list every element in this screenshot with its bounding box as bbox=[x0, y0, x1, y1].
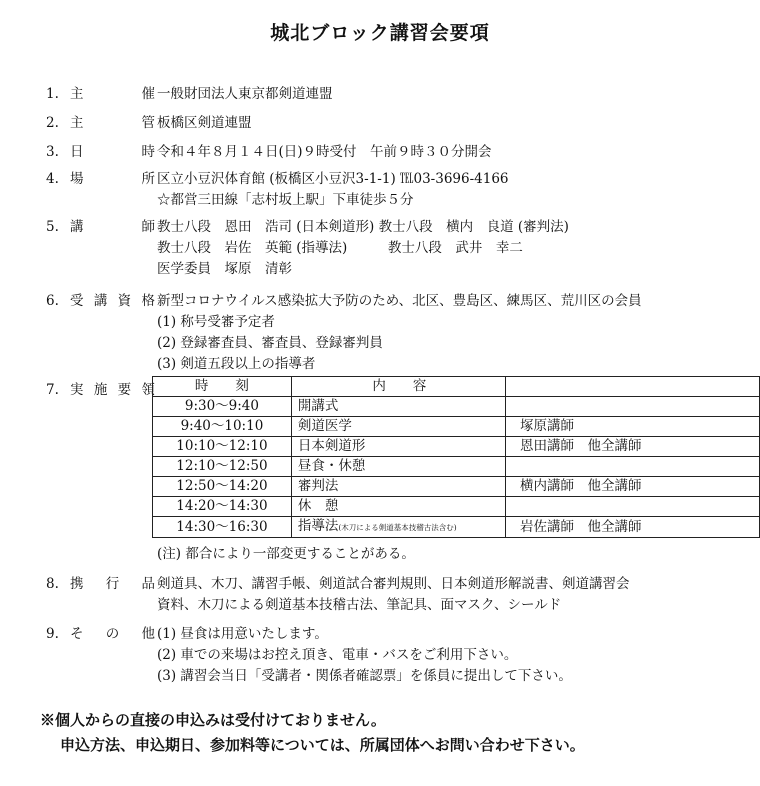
schedule-instructor bbox=[505, 457, 759, 477]
content-line: (2) 車での来場はお控え頂き、電車・バスをご利用下さい。 bbox=[157, 647, 518, 663]
content-line: 医学委員 塚原 清彰 bbox=[157, 261, 292, 277]
content-line: 教士八段 岩佐 英範 (指導法) 教士八段 武井 幸二 bbox=[157, 240, 523, 256]
content-line: 教士八段 恩田 浩司 (日本剣道形) 教士八段 横内 良道 (審判法) bbox=[157, 219, 569, 235]
section-label-char: 携 bbox=[70, 576, 84, 592]
section-label bbox=[70, 217, 155, 237]
schedule-row bbox=[153, 457, 760, 477]
content-line: (3) 剣道五段以上の指導者 bbox=[157, 356, 316, 372]
schedule-table bbox=[152, 376, 760, 538]
section-label-char: 資 bbox=[117, 293, 132, 309]
schedule-content-cell bbox=[291, 417, 505, 437]
schedule-instructor: 塚原講師 bbox=[505, 417, 759, 437]
section-label-char: 施 bbox=[93, 382, 108, 398]
schedule-instructor: 恩田講師 他全講師 bbox=[505, 437, 759, 457]
notice-line-1: ※個人からの直接の申込みは受付けておりません。 bbox=[40, 711, 386, 729]
section-content bbox=[157, 217, 569, 280]
section-label-char: 品 bbox=[141, 576, 155, 592]
notice-line-2: 申込方法、申込期日、参加料等については、所属団体へお問い合わせ下さい。 bbox=[60, 736, 585, 754]
section-label-char: の bbox=[105, 626, 120, 642]
section-label bbox=[70, 169, 155, 189]
section-label bbox=[70, 142, 155, 162]
schedule-header-cell bbox=[505, 377, 759, 397]
section-number: 9. bbox=[46, 626, 59, 642]
schedule-row bbox=[153, 397, 760, 417]
section-label bbox=[70, 380, 155, 400]
section-label-char: 管 bbox=[141, 115, 155, 131]
schedule-time: 9:40～10:10 bbox=[153, 417, 292, 437]
section-content bbox=[157, 624, 572, 687]
content-line: 新型コロナウイルス感染拡大予防のため、北区、豊島区、練馬区、荒川区の会員 bbox=[157, 293, 642, 309]
section-label bbox=[70, 624, 155, 644]
section-content bbox=[157, 169, 509, 211]
section-label-char: そ bbox=[70, 626, 84, 642]
section-label-char: 格 bbox=[141, 293, 155, 309]
schedule-row bbox=[153, 497, 760, 517]
schedule-header-cell: 時 刻 bbox=[153, 377, 292, 397]
section-label bbox=[70, 291, 155, 311]
schedule-content-cell bbox=[291, 517, 505, 538]
schedule-time: 14:20～14:30 bbox=[153, 497, 292, 517]
schedule-content-cell bbox=[291, 437, 505, 457]
content-line: 資料、木刀による剣道基本技稽古法、筆記具、面マスク、シールド bbox=[157, 597, 562, 613]
schedule-time: 14:30～16:30 bbox=[153, 517, 292, 538]
section-content bbox=[157, 142, 492, 163]
section-content bbox=[157, 113, 252, 134]
content-line: 令和４年８月１４日(日)９時受付 午前９時３０分開会 bbox=[157, 144, 492, 160]
schedule-header-row bbox=[153, 377, 760, 397]
section-label-char: 主 bbox=[70, 86, 84, 102]
section-label-char: 催 bbox=[141, 86, 155, 102]
section-number: 1. bbox=[46, 86, 59, 102]
schedule-content-cell bbox=[291, 477, 505, 497]
content-line: ☆都営三田線「志村坂上駅」下車徒歩５分 bbox=[157, 192, 414, 208]
schedule-content: 開講式 bbox=[297, 398, 339, 414]
schedule-time: 12:10～12:50 bbox=[153, 457, 292, 477]
section-label-char: 実 bbox=[70, 382, 84, 398]
schedule-content-note: (木刀による剣道基本技稽古法含む) bbox=[338, 523, 457, 532]
section-label-char: 場 bbox=[70, 171, 84, 187]
section-label-char: 時 bbox=[141, 144, 155, 160]
schedule-row bbox=[153, 517, 760, 538]
schedule-content-cell bbox=[291, 497, 505, 517]
section-label-char: 所 bbox=[141, 171, 155, 187]
section-number: 5. bbox=[46, 219, 59, 235]
schedule-content: 指導法 bbox=[297, 518, 339, 534]
content-line: 区立小豆沢体育館 (板橋区小豆沢3-1-1) ℡03-3696-4166 bbox=[157, 171, 509, 187]
section-label-char: 要 bbox=[117, 382, 132, 398]
section-number: 2. bbox=[46, 115, 59, 131]
schedule-time: 12:50～14:20 bbox=[153, 477, 292, 497]
content-line: 一般財団法人東京都剣道連盟 bbox=[157, 86, 333, 102]
content-line: (1) 称号受審予定者 bbox=[157, 314, 275, 330]
section-label bbox=[70, 574, 155, 594]
schedule-header-cell: 内 容 bbox=[291, 377, 505, 397]
schedule-content: 休 憩 bbox=[297, 498, 339, 514]
section-label-char: 行 bbox=[105, 576, 120, 592]
content-line: (3) 講習会当日「受講者・関係者確認票」を係員に提出して下さい。 bbox=[157, 668, 572, 684]
schedule-instructor bbox=[505, 497, 759, 517]
schedule-instructor bbox=[505, 397, 759, 417]
content-line: (2) 登録審査員、審査員、登録審判員 bbox=[157, 335, 383, 351]
section-content bbox=[157, 84, 333, 105]
section-label-char: 領 bbox=[141, 382, 155, 398]
schedule-instructor: 横内講師 他全講師 bbox=[505, 477, 759, 497]
content-line: 板橋区剣道連盟 bbox=[157, 115, 252, 131]
section-label-char: 講 bbox=[70, 219, 84, 235]
schedule-row bbox=[153, 477, 760, 497]
section-number: 6. bbox=[46, 293, 59, 309]
section-number: 8. bbox=[46, 576, 59, 592]
schedule-time: 9:30～9:40 bbox=[153, 397, 292, 417]
section-label bbox=[70, 84, 155, 104]
section-content bbox=[157, 291, 642, 375]
schedule-content: 日本剣道形 bbox=[297, 438, 366, 454]
section-label-char: 師 bbox=[141, 219, 155, 235]
page-title: 城北ブロック講習会要項 bbox=[270, 22, 490, 44]
section-label-char: 日 bbox=[70, 144, 84, 160]
section-number: 4. bbox=[46, 171, 59, 187]
section-number: 7. bbox=[46, 382, 59, 398]
schedule-content: 剣道医学 bbox=[297, 418, 352, 434]
schedule-content: 昼食・休憩 bbox=[297, 458, 366, 474]
schedule-content-cell bbox=[291, 397, 505, 417]
schedule-content: 審判法 bbox=[297, 478, 339, 494]
schedule-row bbox=[153, 417, 760, 437]
content-line: (1) 昼食は用意いたします。 bbox=[157, 626, 328, 642]
schedule-instructor: 岩佐講師 他全講師 bbox=[505, 517, 759, 538]
section-label-char: 講 bbox=[93, 293, 108, 309]
section-number: 3. bbox=[46, 144, 59, 160]
schedule-row bbox=[153, 437, 760, 457]
schedule-time: 10:10～12:10 bbox=[153, 437, 292, 457]
section-label-char: 他 bbox=[141, 626, 155, 642]
content-line: 剣道具、木刀、講習手帳、剣道試合審判規則、日本剣道形解説書、剣道講習会 bbox=[157, 576, 630, 592]
section-label-char: 受 bbox=[70, 293, 84, 309]
section-content bbox=[157, 574, 630, 616]
section-label bbox=[70, 113, 155, 133]
section-label-char: 主 bbox=[70, 115, 84, 131]
schedule-content-cell bbox=[291, 457, 505, 477]
schedule-footnote: (注) 都合により一部変更することがある。 bbox=[157, 546, 415, 562]
